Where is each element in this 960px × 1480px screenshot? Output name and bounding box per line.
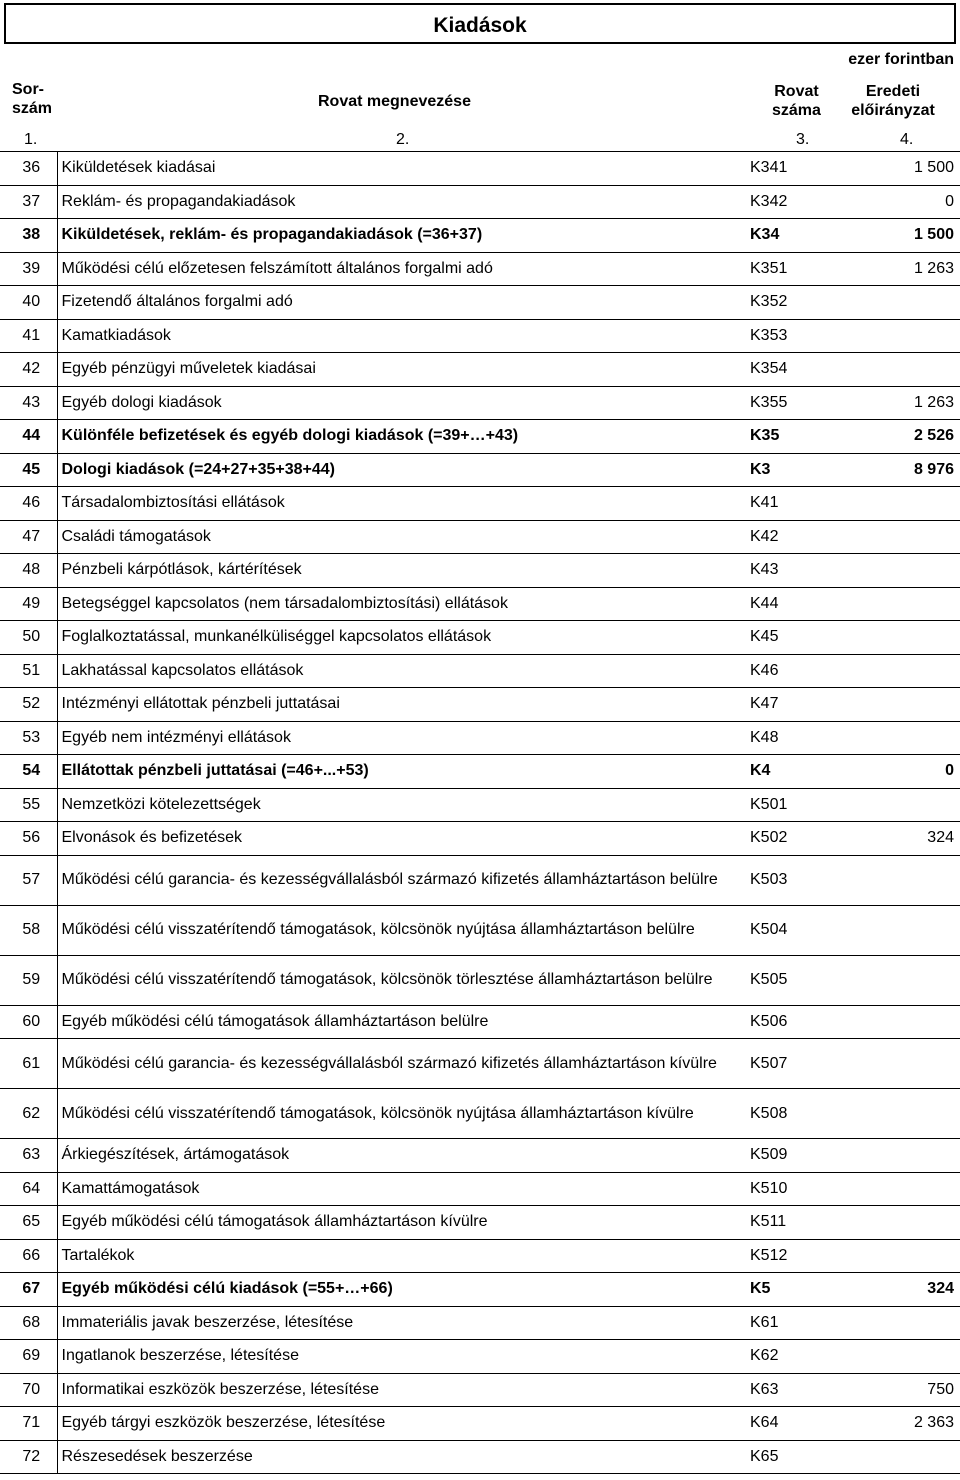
row-code: K512	[749, 1239, 831, 1273]
row-code: K64	[749, 1407, 831, 1441]
row-name: Intézményi ellátottak pénzbeli juttatásai	[57, 688, 749, 722]
row-amount	[831, 1306, 960, 1340]
row-code: K353	[749, 319, 831, 353]
row-number: 49	[0, 587, 57, 621]
row-code: K62	[749, 1340, 831, 1374]
row-name: Immateriális javak beszerzése, létesítése	[57, 1306, 749, 1340]
row-number: 41	[0, 319, 57, 353]
row-amount	[831, 721, 960, 755]
row-code: K47	[749, 688, 831, 722]
row-name: Egyéb működési célú kiadások (=55+…+66)	[57, 1273, 749, 1307]
header-item-code-line2: száma	[772, 102, 821, 119]
row-code: K46	[749, 654, 831, 688]
row-name: Pénzbeli kárpótlások, kártérítések	[57, 554, 749, 588]
row-amount: 2 526	[831, 420, 960, 454]
row-name: Egyéb tárgyi eszközök beszerzése, létesítése	[57, 1407, 749, 1441]
row-code: K65	[749, 1440, 831, 1474]
row-number: 68	[0, 1306, 57, 1340]
row-number: 70	[0, 1373, 57, 1407]
row-amount: 1 263	[831, 252, 960, 286]
row-number: 59	[0, 955, 57, 1005]
row-code: K42	[749, 520, 831, 554]
table-row	[0, 654, 960, 688]
row-name: Betegséggel kapcsolatos (nem társadalombiztosítási) ellátások	[57, 587, 749, 621]
table-row	[0, 152, 960, 186]
row-name: Egyéb dologi kiadások	[57, 386, 749, 420]
row-number: 69	[0, 1340, 57, 1374]
row-number: 47	[0, 520, 57, 554]
row-amount	[831, 319, 960, 353]
row-code: K3	[749, 453, 831, 487]
row-amount: 2 363	[831, 1407, 960, 1441]
row-number: 42	[0, 353, 57, 387]
header-item-code	[772, 82, 821, 120]
row-code: K351	[749, 252, 831, 286]
row-number: 52	[0, 688, 57, 722]
row-number: 54	[0, 755, 57, 789]
row-amount: 0	[831, 755, 960, 789]
row-code: K352	[749, 286, 831, 320]
expenses-table-body	[0, 152, 960, 1474]
row-code: K510	[749, 1172, 831, 1206]
row-name: Dologi kiadások (=24+27+35+38+44)	[57, 453, 749, 487]
row-code: K354	[749, 353, 831, 387]
row-code: K45	[749, 621, 831, 655]
table-row	[0, 1139, 960, 1173]
table-row	[0, 788, 960, 822]
table-row	[0, 185, 960, 219]
header-row-number-line2: szám	[12, 100, 53, 117]
row-number: 45	[0, 453, 57, 487]
table-row	[0, 420, 960, 454]
row-code: K342	[749, 185, 831, 219]
row-code: K506	[749, 1005, 831, 1039]
table-row	[0, 1039, 960, 1089]
title-box	[4, 3, 956, 44]
header-row-number	[12, 80, 52, 118]
header-amount-line2: előirányzat	[851, 102, 935, 119]
row-code: K43	[749, 554, 831, 588]
table-row	[0, 1407, 960, 1441]
row-name: Foglalkoztatással, munkanélküliséggel kapcsolatos ellátások	[57, 621, 749, 655]
table-row	[0, 955, 960, 1005]
table-row	[0, 286, 960, 320]
column-number-3: 3.	[796, 131, 810, 148]
row-amount	[831, 286, 960, 320]
row-code: K34	[749, 219, 831, 253]
row-number: 58	[0, 905, 57, 955]
row-code: K61	[749, 1306, 831, 1340]
row-number: 43	[0, 386, 57, 420]
table-row	[0, 1089, 960, 1139]
table-row	[0, 621, 960, 655]
row-amount	[831, 855, 960, 905]
row-code: K507	[749, 1039, 831, 1089]
page-title: Kiadások	[433, 14, 527, 37]
row-name: Reklám- és propagandakiadások	[57, 185, 749, 219]
row-code: K48	[749, 721, 831, 755]
row-amount	[831, 955, 960, 1005]
table-row	[0, 353, 960, 387]
row-number: 50	[0, 621, 57, 655]
row-amount	[831, 353, 960, 387]
row-name: Kiküldetések, reklám- és propagandakiadások (=36+37)	[57, 219, 749, 253]
table-row	[0, 1273, 960, 1307]
row-code: K501	[749, 788, 831, 822]
row-amount	[831, 487, 960, 521]
row-amount	[831, 1089, 960, 1139]
header-amount-line1: Eredeti	[865, 83, 921, 100]
row-number: 46	[0, 487, 57, 521]
table-row	[0, 688, 960, 722]
row-amount	[831, 1340, 960, 1374]
row-code: K341	[749, 152, 831, 186]
row-name: Egyéb nem intézményi ellátások	[57, 721, 749, 755]
table-row	[0, 319, 960, 353]
row-name: Részesedések beszerzése	[57, 1440, 749, 1474]
row-amount: 0	[831, 185, 960, 219]
row-amount	[831, 1139, 960, 1173]
row-number: 39	[0, 252, 57, 286]
row-amount: 1 263	[831, 386, 960, 420]
row-number: 60	[0, 1005, 57, 1039]
row-number: 65	[0, 1206, 57, 1240]
row-name: Működési célú visszatérítendő támogatások, kölcsönök törlesztése államháztartáson belülre	[57, 955, 749, 1005]
table-row	[0, 1005, 960, 1039]
row-number: 51	[0, 654, 57, 688]
row-amount: 1 500	[831, 219, 960, 253]
row-name: Különféle befizetések és egyéb dologi kiadások (=39+…+43)	[57, 420, 749, 454]
row-name: Tartalékok	[57, 1239, 749, 1273]
row-amount	[831, 1005, 960, 1039]
row-amount	[831, 1206, 960, 1240]
column-number-1: 1.	[24, 131, 38, 148]
table-row	[0, 520, 960, 554]
table-row	[0, 905, 960, 955]
row-code: K5	[749, 1273, 831, 1307]
row-number: 38	[0, 219, 57, 253]
row-number: 56	[0, 822, 57, 856]
table-row	[0, 1239, 960, 1273]
row-amount	[831, 1440, 960, 1474]
row-name: Működési célú visszatérítendő támogatások, kölcsönök nyújtása államháztartáson kívülre	[57, 1089, 749, 1139]
row-amount: 324	[831, 1273, 960, 1307]
row-name: Kiküldetések kiadásai	[57, 152, 749, 186]
row-code: K44	[749, 587, 831, 621]
row-number: 44	[0, 420, 57, 454]
row-code: K503	[749, 855, 831, 905]
row-code: K505	[749, 955, 831, 1005]
table-row	[0, 252, 960, 286]
table-row	[0, 386, 960, 420]
row-amount	[831, 520, 960, 554]
row-code: K63	[749, 1373, 831, 1407]
row-name: Lakhatással kapcsolatos ellátások	[57, 654, 749, 688]
row-number: 53	[0, 721, 57, 755]
row-number: 40	[0, 286, 57, 320]
row-name: Működési célú garancia- és kezességvállalásból származó kifizetés államháztartáson kívülre	[57, 1039, 749, 1089]
row-name: Nemzetközi kötelezettségek	[57, 788, 749, 822]
table-row	[0, 1206, 960, 1240]
expenses-table	[0, 151, 960, 1474]
table-row	[0, 1306, 960, 1340]
table-row	[0, 755, 960, 789]
row-amount: 750	[831, 1373, 960, 1407]
row-number: 66	[0, 1239, 57, 1273]
row-name: Egyéb működési célú támogatások államháztartáson belülre	[57, 1005, 749, 1039]
row-code: K355	[749, 386, 831, 420]
header-item-name: Rovat megnevezése	[318, 93, 471, 110]
row-name: Ellátottak pénzbeli juttatásai (=46+...+53)	[57, 755, 749, 789]
unit-label: ezer forintban	[848, 51, 954, 68]
row-number: 72	[0, 1440, 57, 1474]
column-number-2: 2.	[396, 131, 410, 148]
row-amount	[831, 788, 960, 822]
table-row	[0, 587, 960, 621]
table-row	[0, 721, 960, 755]
column-number-4: 4.	[900, 131, 914, 148]
row-number: 61	[0, 1039, 57, 1089]
row-name: Informatikai eszközök beszerzése, létesítése	[57, 1373, 749, 1407]
table-row	[0, 1172, 960, 1206]
table-row	[0, 219, 960, 253]
row-name: Ingatlanok beszerzése, létesítése	[57, 1340, 749, 1374]
row-number: 36	[0, 152, 57, 186]
table-row	[0, 1373, 960, 1407]
row-name: Árkiegészítések, ártámogatások	[57, 1139, 749, 1173]
row-number: 71	[0, 1407, 57, 1441]
row-amount	[831, 621, 960, 655]
row-code: K35	[749, 420, 831, 454]
row-code: K504	[749, 905, 831, 955]
table-row	[0, 487, 960, 521]
table-row	[0, 1340, 960, 1374]
table-row	[0, 453, 960, 487]
row-name: Társadalombiztosítási ellátások	[57, 487, 749, 521]
row-name: Működési célú előzetesen felszámított általános forgalmi adó	[57, 252, 749, 286]
row-amount	[831, 905, 960, 955]
row-amount	[831, 1239, 960, 1273]
row-number: 55	[0, 788, 57, 822]
row-amount	[831, 1039, 960, 1089]
row-amount: 8 976	[831, 453, 960, 487]
row-amount	[831, 554, 960, 588]
row-amount	[831, 1172, 960, 1206]
row-code: K4	[749, 755, 831, 789]
row-name: Fizetendő általános forgalmi adó	[57, 286, 749, 320]
row-amount	[831, 688, 960, 722]
row-code: K511	[749, 1206, 831, 1240]
row-name: Egyéb pénzügyi műveletek kiadásai	[57, 353, 749, 387]
row-name: Családi támogatások	[57, 520, 749, 554]
header-row-number-line1: Sor-	[12, 81, 44, 98]
row-number: 48	[0, 554, 57, 588]
row-number: 67	[0, 1273, 57, 1307]
row-name: Kamatkiadások	[57, 319, 749, 353]
table-row	[0, 1440, 960, 1474]
row-code: K502	[749, 822, 831, 856]
row-number: 37	[0, 185, 57, 219]
row-amount: 1 500	[831, 152, 960, 186]
row-name: Elvonások és befizetések	[57, 822, 749, 856]
row-name: Kamattámogatások	[57, 1172, 749, 1206]
row-number: 62	[0, 1089, 57, 1139]
row-name: Egyéb működési célú támogatások államháztartáson kívülre	[57, 1206, 749, 1240]
table-row	[0, 554, 960, 588]
row-name: Működési célú visszatérítendő támogatások, kölcsönök nyújtása államháztartáson belülre	[57, 905, 749, 955]
row-number: 63	[0, 1139, 57, 1173]
row-number: 64	[0, 1172, 57, 1206]
row-amount: 324	[831, 822, 960, 856]
row-amount	[831, 587, 960, 621]
row-name: Működési célú garancia- és kezességvállalásból származó kifizetés államháztartáson belülre	[57, 855, 749, 905]
header-amount	[832, 82, 954, 120]
row-code: K509	[749, 1139, 831, 1173]
row-amount	[831, 654, 960, 688]
row-code: K41	[749, 487, 831, 521]
row-number: 57	[0, 855, 57, 905]
row-code: K508	[749, 1089, 831, 1139]
table-row	[0, 855, 960, 905]
table-row	[0, 822, 960, 856]
header-item-code-line1: Rovat	[774, 83, 819, 100]
